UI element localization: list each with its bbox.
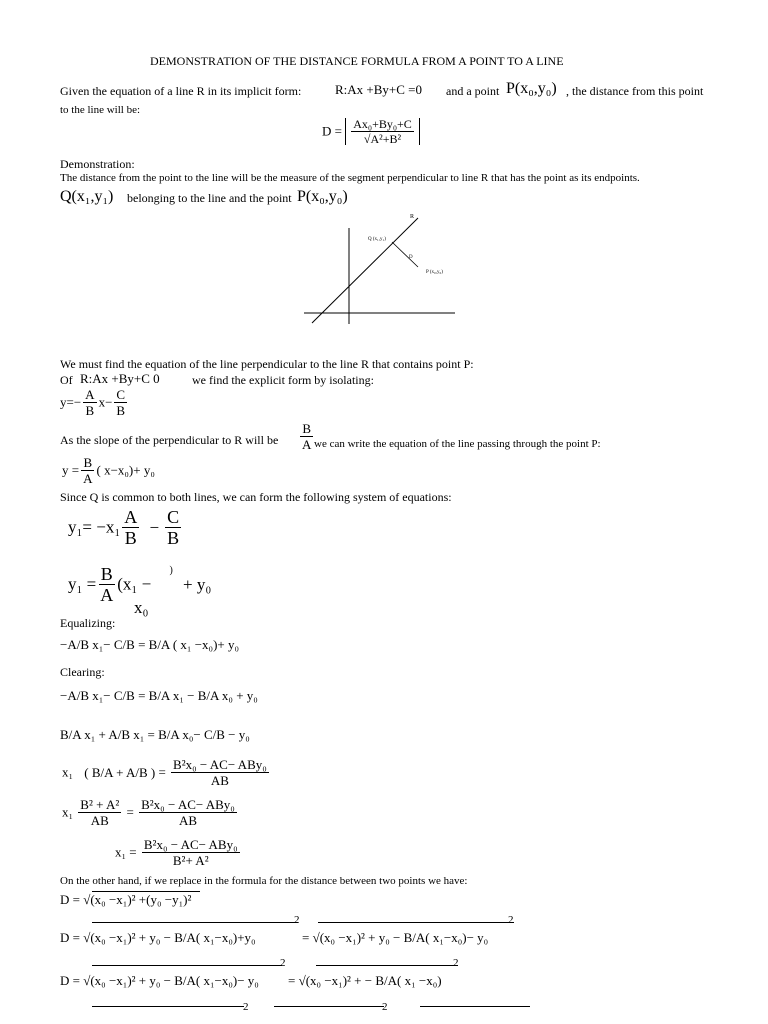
- slope-fraction: [298, 422, 315, 451]
- radical-bar-4: [92, 965, 282, 966]
- eq1-b: B: [124, 528, 137, 548]
- perp-text-2: we find the explicit form by isolating:: [192, 373, 374, 387]
- line-eq-den: A: [83, 471, 93, 486]
- slope-text-2: we can write the equation of the line passing through the point P:: [314, 438, 601, 450]
- eq1-c: C: [167, 507, 180, 527]
- slope-text: As the slope of the perpendicular to R will be: [60, 433, 279, 447]
- c4-num1: B² + A²: [80, 797, 120, 812]
- perpendicular-line-equation: [62, 456, 155, 485]
- clearing-step-1: −A/B x₁− C/B = B/A x₁ − B/A x₀ + y₀: [60, 688, 258, 703]
- explicit-lhs: y=−: [60, 394, 82, 410]
- c4-num2: B²x₀ − AC− ABy₀: [141, 797, 235, 812]
- sup-2-a: 2: [294, 914, 300, 926]
- explicit-c: C: [116, 387, 126, 402]
- eq2-lhs: y₁ =: [68, 574, 97, 594]
- eq1-lhs: y₁= −x₁: [68, 517, 121, 537]
- page-title: DEMONSTRATION OF THE DISTANCE FORMULA FROM A POINT TO A LINE: [150, 54, 564, 68]
- clearing-step-2: B/A x₁ + A/B x₁ = B/A x₀− C/B − y₀: [60, 727, 250, 742]
- line-eq-rest: ( x−x₀)+ y₀: [96, 462, 155, 478]
- eq2-rest: (x₁ −: [117, 574, 152, 594]
- radical-bar-6: [92, 1006, 244, 1007]
- c5-lhs: x₁ =: [115, 844, 137, 860]
- sup-2-b: 2: [508, 914, 514, 926]
- clearing-step-3: x₁ ( B/A + A/B ) = $\frac{\text{B²x₀ − AC− ABy₀}}{AB}$: [62, 757, 267, 788]
- point-p: P(x₀,y₀): [506, 80, 557, 97]
- eq2-x0: x₀: [134, 598, 149, 617]
- equalizing-equation: −A/B x₁− C/B = B/A ( x₁ −x₀)+ y₀: [60, 637, 240, 652]
- radical-bar-2: [92, 922, 298, 923]
- distance-formula: [322, 118, 420, 145]
- intro-text-4: to the line will be:: [60, 104, 141, 116]
- label-p: P (x₀,y₀): [426, 270, 443, 275]
- system-text: Since Q is common to both lines, we can form the following system of equations:: [60, 490, 452, 504]
- sup-2-c: 2: [280, 957, 286, 969]
- line-r: [312, 218, 418, 323]
- label-q: Q (x₁,y₁): [368, 237, 386, 242]
- perpendicular-figure: [300, 210, 470, 330]
- distance-eq-1: D = √(x₀ −x₁)² +(y₀ −y₁)²: [60, 892, 192, 907]
- system-eq-1: [68, 508, 183, 547]
- radical-bar-3: [318, 922, 514, 923]
- eq2-plus: + y₀: [183, 574, 212, 594]
- point-q: Q(x₁,y₁): [60, 188, 114, 205]
- intro-text-3: , the distance from this point: [566, 84, 704, 98]
- eq1-minus: −: [149, 517, 160, 537]
- explicit-a: A: [85, 387, 95, 402]
- eq2-num: B: [100, 564, 113, 584]
- formula-numerator: Ax₀+By₀+C: [353, 117, 412, 131]
- distance-eq-2-right: = √(x₀ −x₁)² + y₀ − B/A( x₁−x₀)− y₀: [302, 930, 489, 945]
- distance-eq-3-right: = √(x₀ −x₁)² + − B/A( x₁ −x₀): [288, 973, 442, 988]
- eq2-paren: ): [169, 565, 173, 576]
- point-p-2: P(x₀,y₀): [297, 188, 348, 205]
- distance-eq-3-left: D = √(x₀ −x₁)² + y₀ − B/A( x₁−x₀)− y₀: [60, 973, 259, 988]
- slope-num: B: [302, 421, 312, 436]
- formula-denominator: √A²+B²: [363, 132, 402, 146]
- c5-den: B²+ A²: [172, 853, 209, 868]
- sup-2-d: 2: [453, 957, 459, 969]
- c4-lhs: x₁: [62, 804, 74, 820]
- explicit-b2: B: [116, 403, 126, 418]
- equalizing-label: Equalizing:: [60, 616, 116, 630]
- sup-2-f: 2: [382, 1001, 388, 1013]
- c3-num: B²x₀ − AC− ABy₀: [173, 757, 267, 772]
- c5-num: B²x₀ − AC− ABy₀: [143, 837, 238, 852]
- segment-d: [392, 242, 418, 267]
- intro-text-2: and a point: [446, 84, 500, 98]
- line-eq-lhs: y =: [62, 462, 80, 478]
- clearing-step-5: [115, 838, 242, 867]
- explicit-form: [60, 388, 129, 417]
- c3-lhs: x₁: [62, 764, 74, 780]
- implicit-equation: R:Ax +By+C =0: [335, 82, 423, 97]
- intro-text: [60, 84, 301, 99]
- label-r: R: [410, 214, 415, 220]
- perp-equation: R:Ax +By+C 0: [80, 371, 160, 386]
- radical-bar-5: [316, 965, 458, 966]
- explicit-b: B: [85, 403, 95, 418]
- line-eq-num: B: [83, 455, 93, 470]
- sup-2-e: 2: [243, 1001, 249, 1013]
- clearing-label: Clearing:: [60, 665, 105, 679]
- c3-paren: ( B/A + A/B ): [84, 764, 156, 780]
- distance-text: On the other hand, if we replace in the formula for the distance between two points we have:: [60, 875, 468, 887]
- slope-den: A: [302, 437, 312, 452]
- explicit-x: x−: [98, 394, 113, 410]
- eq1-a: A: [124, 507, 138, 527]
- demonstration-heading: Demonstration:: [60, 157, 135, 171]
- eq2-den: A: [100, 585, 114, 605]
- eq1-b2: B: [167, 528, 180, 548]
- c3-den: AB: [210, 773, 229, 788]
- c4-den1: AB: [90, 813, 109, 828]
- c4-den2: AB: [178, 813, 197, 828]
- formula-lhs: D =: [322, 123, 342, 139]
- perp-text-1: We must find the equation of the line perpendicular to the line R that contains point P:: [60, 357, 474, 371]
- demonstration-line-1: The distance from the point to the line will be the measure of the segment perpendicular to line R that has the point as its endpoints.: [60, 172, 640, 184]
- intro-text-1: Given the equation of a line R in its implicit form:: [60, 84, 302, 98]
- perp-of: Of: [60, 373, 73, 387]
- distance-eq-2-left: D = √(x₀ −x₁)² + y₀ − B/A( x₁−x₀)+y₀: [60, 930, 256, 945]
- radical-bar-7: [274, 1006, 384, 1007]
- radical-bar-1: [92, 891, 200, 892]
- demonstration-line-2: belonging to the line and the point: [127, 191, 292, 205]
- label-d: D: [409, 255, 413, 260]
- clearing-step-4: x₁ $\frac{\text{B² + A²}}{AB}$ = $\frac{\text{B²x₀ − AC− ABy₀}}{AB}$: [62, 797, 235, 828]
- radical-bar-8: [420, 1006, 530, 1007]
